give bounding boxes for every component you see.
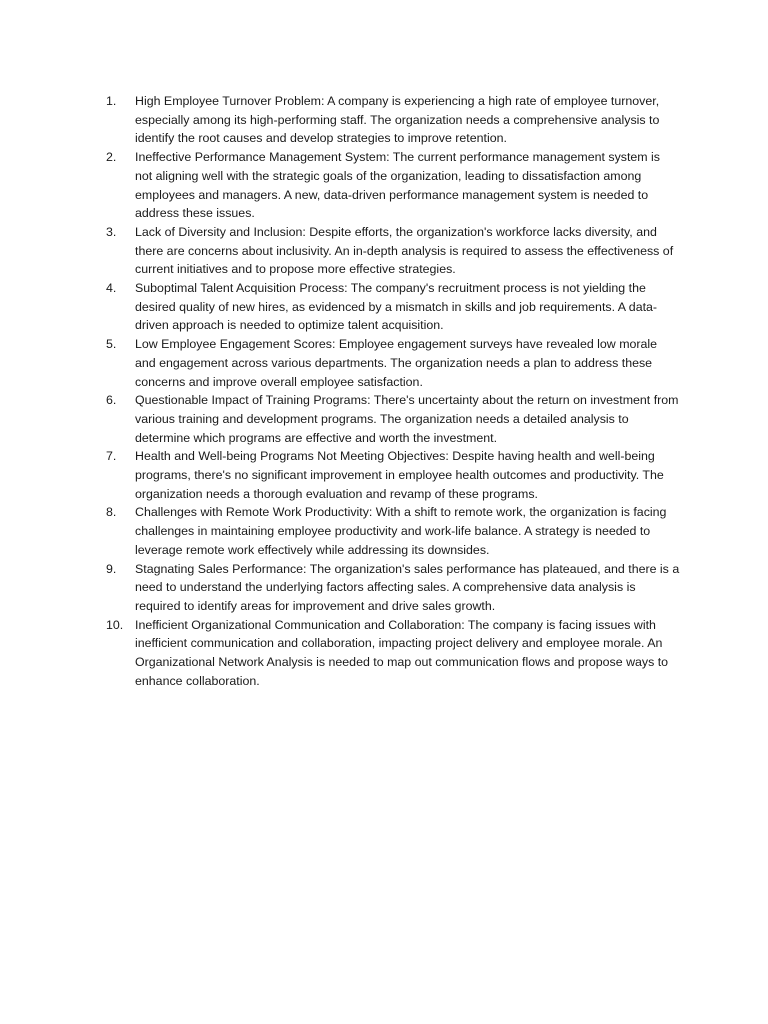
problem-list: [106, 92, 680, 691]
list-item-text: Inefficient Organizational Communication and Collaboration: The company is facing issues with inefficient communication and collaboration, impacting project delivery and employee morale. An Organizational Network Analysis is needed to map out communication flows and propose ways to enhance collaboration.: [135, 617, 669, 688]
list-item: [106, 148, 680, 223]
list-item-number: 9.: [106, 561, 117, 576]
list-item-text: Stagnating Sales Performance: The organization's sales performance has plateaued, and there is a need to understand the underlying factors affecting sales. A comprehensive data analysis is required to identify areas for improvement and drive sales growth.: [135, 561, 680, 613]
list-item-number: 1.: [106, 94, 117, 108]
list-item-number: 5.: [106, 337, 117, 352]
list-item: [106, 279, 680, 335]
list-item-number: 2.: [106, 150, 117, 165]
list-item-number: 4.: [106, 281, 117, 296]
list-item: [106, 560, 680, 616]
list-item-text: Questionable Impact of Training Programs: There's uncertainty about the return on investment from various training and development programs. The organization needs a detailed analysis to determine which programs are effective and worth the investment.: [135, 393, 679, 445]
list-item: [106, 92, 680, 148]
list-item-text: Health and Well-being Programs Not Meeting Objectives: Despite having health and well-being programs, there's no significant improvement in employee health outcomes and productivity. The organization needs a thorough evaluation and revamp of these programs.: [135, 449, 664, 501]
list-item-text: Ineffective Performance Management System: The current performance management system is not aligning well with the strategic goals of the organization, leading to dissatisfaction among employees and managers. A new, data-driven performance management system is needed to address these issues.: [135, 150, 661, 221]
list-item-text: Low Employee Engagement Scores: Employee engagement surveys have revealed low morale and engagement across various departments. The organization needs a plan to address these concerns and improve overall employee satisfaction.: [135, 337, 658, 389]
list-item: [106, 335, 680, 391]
list-item-number: 3.: [106, 224, 117, 239]
list-item: [106, 391, 680, 447]
list-item-text: Challenges with Remote Work Productivity: With a shift to remote work, the organization is facing challenges in maintaining employee productivity and work-life balance. A strategy is needed to leverage remote work effectively while addressing its downsides.: [135, 505, 667, 557]
list-item-text: Lack of Diversity and Inclusion: Despite efforts, the organization's workforce lacks diversity, and there are concerns about inclusivity. An in-depth analysis is required to assess the effectiveness of current initiatives and to propose more effective strategies.: [135, 224, 674, 277]
list-item-number: 7.: [106, 449, 117, 464]
list-item: [106, 223, 680, 279]
list-item-number: 10.: [106, 617, 124, 632]
list-item-number: 8.: [106, 505, 117, 520]
list-item: [106, 616, 680, 691]
list-item-number: 6.: [106, 393, 117, 408]
list-item-text: Suboptimal Talent Acquisition Process: The company's recruitment process is not yielding the desired quality of new hires, as evidenced by a mismatch in skills and job requirements. A data-driven approach is needed to optimize talent acquisition.: [135, 281, 658, 333]
list-item: [106, 503, 680, 559]
list-item: [106, 447, 680, 503]
list-item-text: High Employee Turnover Problem: A company is experiencing a high rate of employee turnover, especially among its high-performing staff. The organization needs a comprehensive analysis to identify the root causes and develop strategies to improve retention.: [135, 94, 660, 146]
